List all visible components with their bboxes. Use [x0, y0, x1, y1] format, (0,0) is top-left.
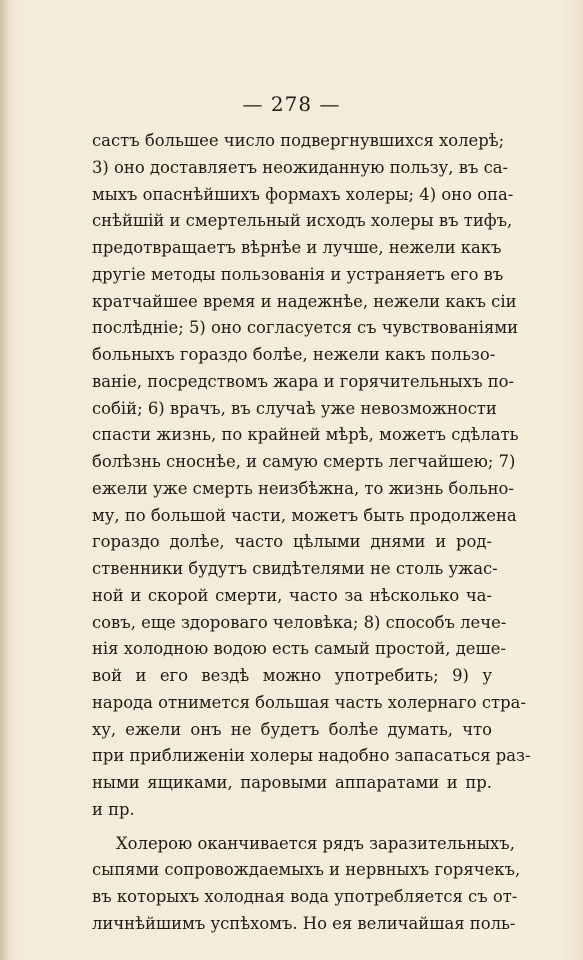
paragraph — [92, 831, 521, 938]
text-line: совъ, еще здороваго человѣка; 8) способъ лече- — [92, 612, 507, 632]
paragraph-gap — [92, 824, 492, 831]
text-line: ежели уже смерть неизбѣжна, то жизнь больно- — [92, 478, 514, 498]
page-number: — 278 — — [242, 92, 341, 116]
text-line: и пр. — [92, 799, 135, 819]
paragraph — [92, 128, 531, 824]
text-line: кратчайшее время и надежнѣе, нежели какъ сіи — [92, 291, 517, 311]
text-line: нія холодною водою есть самый простой, деше- — [92, 639, 506, 659]
text-line: снѣйшій и смертельный исходъ холеры въ тифъ, — [92, 211, 513, 231]
text-line: мыхъ опаснѣйшихъ формахъ холеры; 4) оно опа- — [92, 184, 514, 204]
text-line: народа отнимется большая часть холернаго стра- — [92, 692, 526, 712]
text-line: собій; 6) врачъ, въ случаѣ уже невозможности — [92, 398, 497, 418]
text-line: ными ящиками, паровыми аппаратами и пр. — [92, 773, 492, 792]
text-line: вой и его вездѣ можно употребить; 9) у — [92, 666, 492, 685]
text-line: больныхъ гораздо болѣе, нежели какъ пользо- — [92, 345, 496, 364]
text-line: састъ большее число подвергнувшихся холерѣ; — [92, 131, 505, 150]
text-line: другіе методы пользованія и устраняетъ его въ — [92, 264, 504, 284]
text-line: болѣзнь сноснѣе, и самую смерть легчайшею; 7) — [92, 452, 516, 471]
text-line: ственники будутъ свидѣтелями не столь ужас- — [92, 559, 498, 578]
text-line: Холерою оканчивается рядъ заразительныхъ, — [116, 833, 515, 853]
text-line: личнѣйшимъ успѣхомъ. Но ея величайшая поль- — [92, 913, 516, 933]
spine-shadow — [0, 0, 10, 960]
text-line: при приближеніи холеры надобно запасаться раз- — [92, 746, 531, 766]
text-line: ной и скорой смерти, часто за нѣсколько ча- — [92, 585, 492, 605]
text-line: предотвращаетъ вѣрнѣе и лучше, нежели какъ — [92, 238, 502, 257]
text-line: спасти жизнь, по крайней мѣрѣ, можетъ сдѣлать — [92, 425, 519, 445]
text-line: сыпями сопровождаемыхъ и нервныхъ горячекъ, — [92, 860, 521, 880]
text-line: въ которыхъ холодная вода употребляется съ от- — [92, 887, 518, 906]
text-line: ху, ежели онъ не будетъ болѣе думать, что — [92, 719, 492, 739]
text-line: ваніе, посредствомъ жара и горячительныхъ по- — [92, 371, 515, 391]
body-text — [92, 128, 531, 938]
text-line: му, по большой части, можетъ быть продолжена — [92, 505, 517, 525]
text-line: гораздо долѣе, часто цѣлыми днями и род- — [92, 532, 492, 552]
text-line: 3) оно доставляетъ неожиданную пользу, въ са- — [92, 157, 509, 177]
text-line: послѣдніе; 5) оно согласуется съ чувствованіями — [92, 318, 519, 338]
